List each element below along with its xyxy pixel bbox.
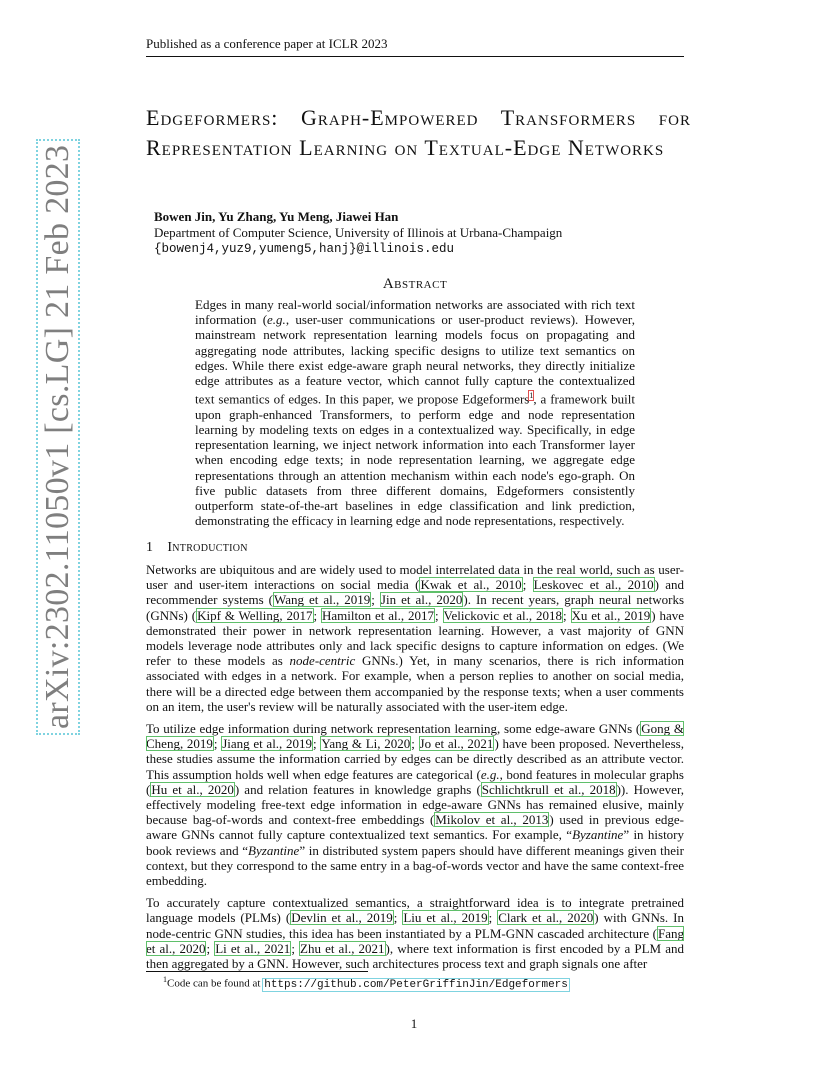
citation-link[interactable]: Velickovic et al., 2018 — [443, 607, 562, 623]
text-run: ; — [291, 940, 300, 956]
text-run: ; — [313, 736, 321, 752]
text-run: ) and recommender systems ( — [146, 577, 684, 608]
citation-link[interactable]: Jiang et al., 2019 — [222, 736, 313, 752]
abstract-emphasis: e.g. — [267, 312, 286, 328]
emphasis: Byzantine — [572, 827, 624, 843]
text-run: ” in history book reviews and “ — [146, 827, 685, 858]
author-names: Bowen Jin, Yu Zhang, Yu Meng, Jiawei Han — [154, 209, 399, 224]
citation-link[interactable]: Clark et al., 2020 — [498, 910, 594, 926]
text-run: ; — [313, 607, 322, 623]
text-run: ; — [206, 940, 215, 956]
citation-link[interactable]: Jin et al., 2020 — [380, 592, 463, 608]
citation-link[interactable]: Xu et al., 2019 — [571, 607, 651, 623]
text-run: ) and relation features in knowledge graphs ( — [234, 781, 481, 797]
text-run: GNNs.) Yet, in many scenarios, there is rich information associated with edges in a network. For example, when a person replies to another on social media, there will be a directed edge between them accompanied by the response texts; when a user comments on an item, the user's review will be naturally associated with the user-item edge. — [146, 653, 685, 714]
text-run: ; — [371, 592, 380, 608]
footnote-marker-link[interactable]: 1 — [529, 391, 534, 401]
text-run: ; — [488, 910, 498, 926]
text-run: ) used in previous edge-aware GNNs cannot fully capture contextualized text semantics. For example, “ — [146, 812, 684, 843]
citation-link[interactable]: Fang et al., 2020 — [146, 925, 684, 956]
author-email: {bowenj4,yuz9,yumeng5,hanj}@illinois.edu — [154, 242, 455, 256]
emphasis: Byzantine — [248, 842, 300, 858]
text-run: ) have been proposed. Nevertheless, these studies assume the information carried by edges can be directly described as an attribute vector. This assumption holds well when edge features are categorical ( — [146, 736, 684, 782]
text-run: ” in distributed system papers should have different meanings given their context, but they correspond to the same entry in a bag-of-words vector and have the same context-free embedding. — [146, 842, 684, 889]
text-run: ; — [411, 736, 419, 752]
section-title: Introduction — [167, 540, 248, 555]
text-run: ), where text information is first encoded by a PLM and then aggregated by a GNN. However, such architectures process text and graph signals one after — [146, 940, 684, 972]
citation-link[interactable]: Li et al., 2021 — [215, 940, 291, 956]
text-run: To utilize edge information during network representation learning, some edge-aware GNNs ( — [146, 721, 641, 737]
paper-title: Edgeformers: Graph-Empowered Transformers for Representation Learning on Textual-Edge Networks — [146, 105, 691, 160]
abstract-part: , user-user communications or user-product reviews). However, mainstream network representation learning models focus on propagating and aggregating node attributes, lacking specific designs to utilize text semantics on edges. While there exist edge-aware graph neural networks, they directly initialize edge attributes as a feature vector, which cannot fully capture the contextualized text semantics of edges. In this paper, we propose Edgeformers — [195, 312, 635, 407]
text-run: To accurately capture contextualized semantics, a straightforward idea is to integrate pretrained language models (PLMs) ( — [146, 895, 684, 926]
abstract-part: Edges in many real-world social/information networks are associated with rich text information ( — [195, 297, 635, 328]
text-run: ). In recent years, graph neural networks (GNNs) ( — [146, 592, 685, 623]
footnote — [163, 975, 569, 991]
body-text — [146, 562, 684, 978]
citation-link[interactable]: Yang & Li, 2020 — [321, 736, 411, 752]
text-run: ) with GNNs. In node-centric GNN studies, this idea has been instantiated by a PLM-GNN cascaded architecture ( — [146, 910, 684, 941]
citation-link[interactable]: Wang et al., 2019 — [273, 592, 371, 608]
citation-link[interactable]: Schlichtkrull et al., 2018 — [481, 781, 616, 797]
citation-link[interactable]: Hu et al., 2020 — [151, 781, 234, 797]
citation-link[interactable]: Liu et al., 2019 — [403, 910, 488, 926]
paragraph — [146, 895, 684, 971]
citation-link[interactable]: Mikolov et al., 2013 — [435, 812, 549, 828]
arxiv-stamp[interactable]: arXiv:2302.11050v1 [cs.LG] 21 Feb 2023 — [36, 139, 80, 735]
citation-link[interactable]: Hamilton et al., 2017 — [322, 607, 435, 623]
citation-link[interactable]: Jo et al., 2021 — [419, 736, 494, 752]
text-run: ; — [393, 910, 403, 926]
footnote-divider — [146, 971, 368, 972]
emphasis: e.g. — [480, 766, 500, 782]
paragraph — [146, 721, 684, 888]
citation-link[interactable]: Kwak et al., 2010 — [420, 577, 522, 593]
text-run: ; — [563, 607, 571, 623]
page-number: 1 — [410, 1016, 418, 1031]
footnote-number: 1 — [163, 975, 167, 984]
author-block — [154, 209, 684, 257]
section-heading — [146, 540, 248, 556]
text-run: )). However, effectively modeling free-text edge information in edge-aware GNNs has remained elusive, mainly because bag-of-words and context-free embeddings ( — [146, 781, 684, 828]
emphasis: node-centric — [289, 653, 356, 669]
text-run: , bond features in molecular graphs ( — [146, 766, 684, 797]
author-affiliation: Department of Computer Science, University of Illinois at Urbana-Champaign — [154, 225, 563, 240]
abstract-heading: Abstract — [382, 276, 448, 292]
citation-link[interactable]: Gong & Cheng, 2019 — [146, 721, 685, 752]
citation-link[interactable]: Zhu et al., 2021 — [300, 940, 385, 956]
paragraph — [146, 562, 684, 714]
text-run: ; — [213, 736, 222, 752]
footnote-text: Code can be found at — [167, 977, 264, 990]
citation-link[interactable]: Kipf & Welling, 2017 — [197, 607, 313, 623]
running-header: Published as a conference paper at ICLR 2023 — [146, 36, 684, 57]
section-number: 1 — [146, 540, 154, 555]
text-run: Networks are ubiquitous and are widely used to model interrelated data in the real world, such as user-user and user-item interactions on social media ( — [146, 562, 684, 593]
text-run: ; — [435, 607, 443, 623]
abstract-part: , a framework built upon graph-enhanced Transformers, to perform edge and node representation learning by modeling texts on edges in a contextualized way. Specifically, in edge representation learning, we inject network information into each Transformer layer when encoding edge texts; in node representation learning, we aggregate edge representations through an attention mechanism within each node's ego-graph. On five public datasets from three different domains, Edgeformers consistently outperform state-of-the-art baselines in edge classification and link prediction, demonstrating the efficacy in learning edge and node representations, respectively. — [195, 391, 635, 529]
citation-link[interactable]: Leskovec et al., 2010 — [533, 577, 654, 593]
text-run: ; — [522, 577, 533, 593]
citation-link[interactable]: Devlin et al., 2019 — [291, 910, 393, 926]
code-url-link[interactable]: https://github.com/PeterGriffinJin/Edgeformers — [264, 978, 568, 991]
text-run: ) have demonstrated their power in network representation learning. However, a vast majority of GNN models leverage node attributes only and lack specific designs to capture information on edges. (We refer to these models as — [146, 607, 685, 669]
abstract-text — [195, 297, 635, 528]
